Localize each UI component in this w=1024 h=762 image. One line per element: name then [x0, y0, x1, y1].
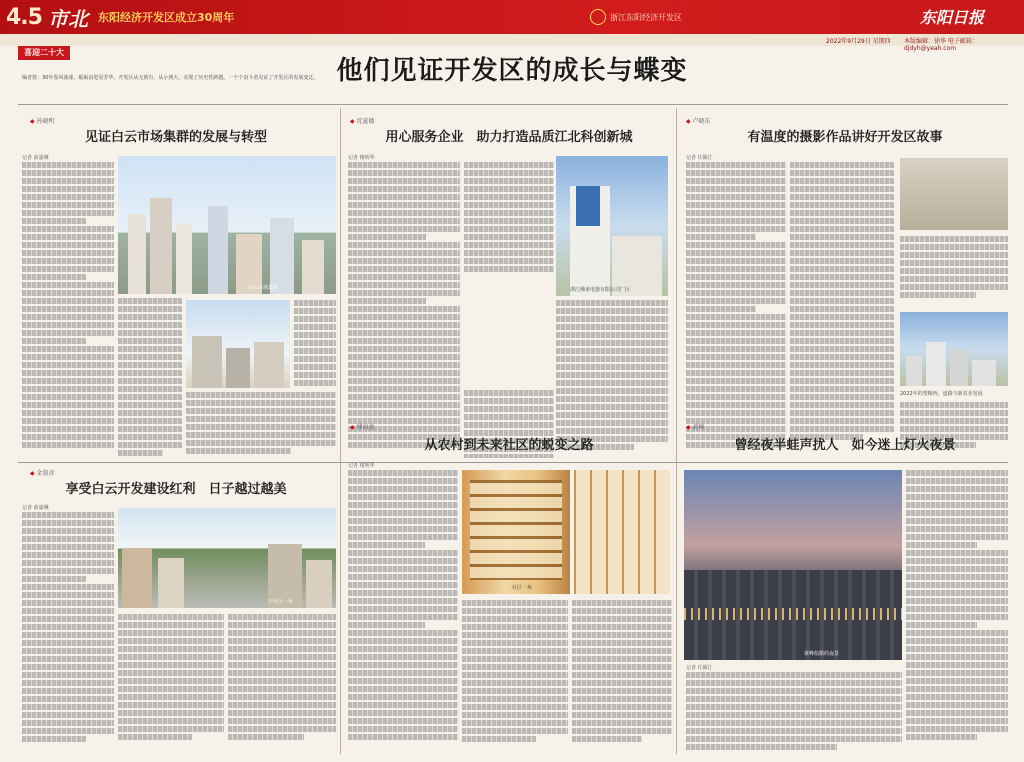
article-byline: 记者 俞嘉琳 [22, 155, 49, 161]
author-name: ◆ 沈夏德 [350, 116, 375, 125]
aerial-photo [900, 312, 1008, 386]
banner-text: 浙江东阳经济开发区 [610, 12, 682, 22]
photo-caption: 浙江佛甫电器有限公司厂区 [570, 287, 631, 293]
column-divider [340, 108, 341, 754]
article-byline: 记者 楼明华 [348, 463, 375, 469]
page-number: 4.5 [6, 4, 42, 30]
masthead [0, 0, 1024, 34]
masthead-subbar [0, 34, 1024, 52]
article-body [686, 672, 902, 752]
street-view-photo [186, 300, 290, 388]
page-headline: 他们见证开发区的成长与蝶变 [336, 56, 688, 86]
author-name: ◆ 傅海龙 [350, 422, 375, 431]
divider [18, 462, 1008, 463]
article-body [348, 162, 460, 458]
column-divider [676, 108, 677, 754]
author-name: ◆ 孙晓明 [30, 116, 55, 125]
factory-photo [556, 156, 668, 296]
photo-caption: 开发区一角 [268, 599, 294, 605]
author-name: ◆ 黄峰 [686, 422, 705, 431]
article-body [118, 298, 182, 458]
editor-info: 本版编辑：徐华 电子邮箱：djdyh@yeah.com [904, 38, 978, 52]
article-body [464, 162, 554, 458]
article-title: 从农村到未来社区的蜕变之路 [424, 438, 594, 453]
editor-note: 编者按：30年春风荡漾，砥砺奋进显芳华。开发区从无到有，从小到大，实现了历史性跨越。一个个奋斗者见证了开发区的发展变迁。 [22, 75, 319, 81]
article-title: 曾经夜半蛙声扰人 如今迷上灯火夜景 [734, 438, 956, 453]
article-body [348, 470, 458, 752]
article-byline: 记者 俞嘉琳 [22, 505, 49, 511]
article-body [22, 162, 114, 458]
article-body [186, 392, 336, 458]
article-title: 享受白云开发建设红利 日子越过越美 [65, 482, 287, 497]
article-title: 见证白云市场集群的发展与转型 [84, 130, 267, 145]
article-byline: 记者 任颖江 [686, 665, 713, 671]
development-zone-photo [118, 508, 336, 608]
photo-caption: 社区一角 [512, 585, 533, 591]
article-body [462, 600, 568, 752]
article-body [572, 600, 672, 752]
bookshelf-photo [574, 470, 670, 594]
community-library-photo [462, 470, 570, 594]
masthead-left [6, 4, 234, 30]
article-body [294, 300, 336, 390]
issue-date: 2022年9月29日 星期四 [826, 38, 891, 45]
vintage-photo [900, 158, 1008, 230]
section-tag: 喜迎二十大 [18, 46, 70, 60]
newspaper-logo: 东阳日报 [919, 8, 984, 27]
photo-caption: 2022年的望粮西，道路与新农业发展 [900, 391, 983, 397]
article-title: 用心服务企业 助力打造品质江北科创新城 [385, 130, 633, 145]
article-body [118, 614, 224, 752]
divider [18, 104, 1008, 105]
article-byline: 记者 楼明华 [348, 155, 375, 161]
photo-caption: 黄峰拍摄的夜景 [804, 651, 840, 657]
author-name: ◆ 金叙彦 [30, 468, 55, 477]
masthead-title: 东阳经济开发区成立30周年 [97, 11, 235, 24]
article-body [228, 614, 336, 752]
photo-caption: 白云市场集群 [248, 285, 279, 291]
article-body [790, 162, 894, 458]
company-sign [576, 186, 600, 226]
section-name: 市北 [47, 6, 88, 31]
article-body [900, 236, 1008, 306]
article-byline: 记者 任颖江 [686, 155, 713, 161]
masthead-banner [590, 9, 682, 25]
article-body [906, 470, 1008, 752]
article-body [22, 512, 114, 752]
article-body [686, 162, 786, 458]
author-name: ◆ 卢晓东 [686, 116, 711, 125]
seal-icon [590, 9, 606, 25]
article-title: 有温度的摄影作品讲好开发区故事 [747, 130, 943, 145]
market-cluster-photo [118, 156, 336, 294]
night-view-photo [684, 470, 902, 660]
